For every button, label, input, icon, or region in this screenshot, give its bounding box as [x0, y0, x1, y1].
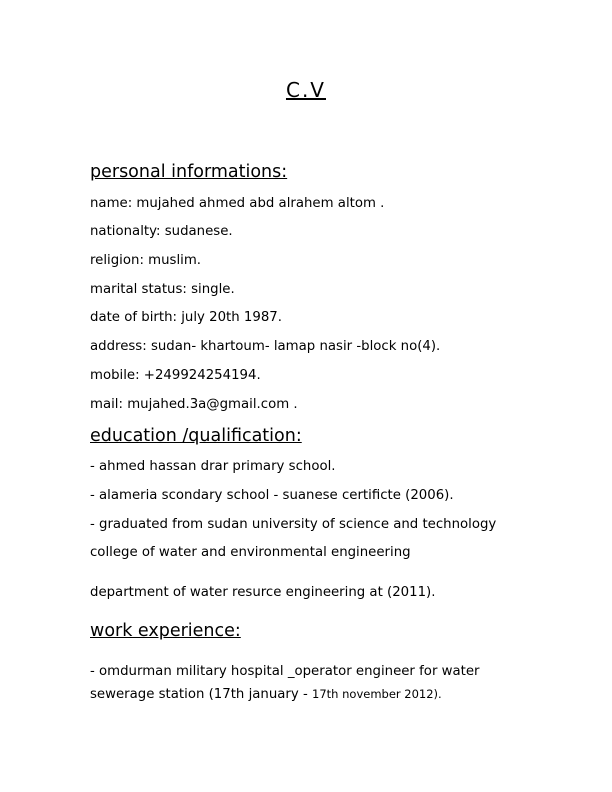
work-line-2-part-a: sewerage station (17th january - [90, 687, 313, 702]
personal-info-heading: personal informations: [90, 162, 288, 182]
mail-line: mail: mujahed.3a@gmail.com . [90, 397, 298, 412]
name-line: name: mujahed ahmed abd alrahem altom . [90, 196, 385, 211]
religion-line: religion: muslim. [90, 253, 202, 268]
page-title: C.V [285, 78, 326, 102]
work-line-2 [90, 686, 442, 703]
work-line-1: - omdurman military hospital _operator engineer for water [90, 664, 480, 679]
dob-line: date of birth: july 20th 1987. [90, 310, 282, 325]
education-item: - graduated from sudan university of science and technology [90, 517, 497, 532]
mobile-line: mobile: +249924254194. [90, 368, 261, 383]
education-item: department of water resurce engineering at (2011). [90, 585, 436, 600]
work-line-2-part-b: 17th november 2012). [312, 687, 442, 701]
education-item: - ahmed hassan drar primary school. [90, 459, 336, 474]
education-heading: education /qualification: [90, 426, 302, 446]
marital-status-line: marital status: single. [90, 282, 235, 297]
education-item: college of water and environmental engineering [90, 545, 411, 560]
address-line: address: sudan- khartoum- lamap nasir -block no(4). [90, 339, 441, 354]
nationality-line: nationalty: sudanese. [90, 224, 233, 239]
work-experience-heading: work experience: [90, 621, 241, 641]
education-item: - alameria scondary school - suanese certificte (2006). [90, 488, 454, 503]
